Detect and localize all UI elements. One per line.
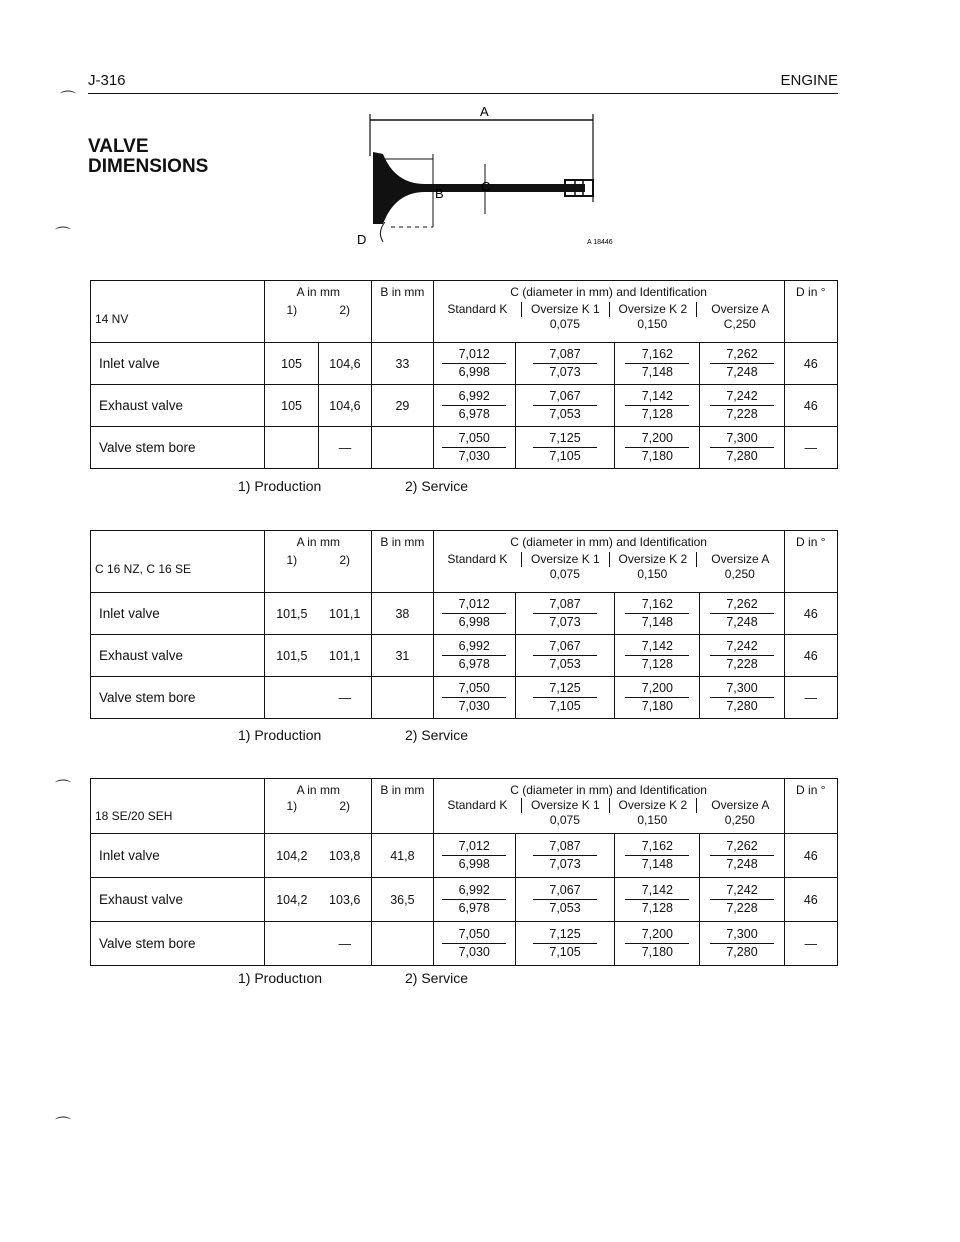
table-row: Exhaust valve 105 104,6 29 6,992 6,978 7,067 7,053 7,142 7,128 7,242 7,228 46 xyxy=(91,385,838,427)
engine-label: 14 NV xyxy=(91,281,265,343)
engine-label: 18 SE/20 SEH xyxy=(91,779,265,834)
table-row: Inlet valve 101,5 101,1 38 7,012 6,998 7,087 7,073 7,162 7,148 7,262 7,248 46 xyxy=(91,593,838,635)
label-c: C xyxy=(481,179,491,194)
table-row: Exhaust valve 101,5 101,1 31 6,992 6,978 7,067 7,053 7,142 7,128 7,242 7,228 46 xyxy=(91,635,838,677)
table-header-row xyxy=(91,281,838,343)
table-row: Inlet valve 105 104,6 33 7,012 6,998 7,087 7,073 7,162 7,148 7,262 7,248 46 xyxy=(91,343,838,385)
b-header: B in mm xyxy=(372,281,434,343)
footnote-production: 1) Production xyxy=(238,727,322,743)
label-a: A xyxy=(480,104,489,119)
d-header: D in ° xyxy=(784,531,837,593)
title-line-2: DIMENSIONS xyxy=(88,156,209,177)
engine-label: C 16 NZ, C 16 SE xyxy=(91,531,265,593)
label-b: B xyxy=(435,186,444,201)
title-line-1: VALVE xyxy=(88,136,149,157)
page-code: J-316 xyxy=(88,72,126,89)
scan-mark: ⌒ xyxy=(55,780,72,797)
a-header: A in mm 1) 2) xyxy=(265,281,372,343)
d-header: D in ° xyxy=(784,779,837,834)
a-header: A in mm 1) 2) xyxy=(265,779,372,834)
c-header: C (diameter in mm) and Identification Standard K Oversize K 1 Oversize K 2 Oversize A 0,075 0,150 0,250 xyxy=(433,531,784,593)
label-d: D xyxy=(357,232,367,247)
table-row: Inlet valve 104,2 103,8 41,8 7,012 6,998 7,087 7,073 7,162 7,148 7,262 7,248 46 xyxy=(91,834,838,878)
footnote-service: 2) Service xyxy=(405,478,469,494)
valve-table-3 xyxy=(90,778,838,966)
b-header: B in mm xyxy=(372,531,434,593)
table-header-row xyxy=(91,531,838,593)
valve-table-2 xyxy=(90,530,838,719)
footnote-service: 2) Service xyxy=(405,970,469,986)
footnote-production: 1) Production xyxy=(238,478,322,494)
page-title xyxy=(88,137,208,177)
footnote-service: 2) Service xyxy=(405,727,469,743)
footnote-production: 1) Productıon xyxy=(238,970,323,986)
b-header: B in mm xyxy=(372,779,434,834)
table-row: Valve stem bore — 7,050 7,030 7,125 7,105 7,200 7,180 7,300 7,280 — xyxy=(91,922,838,966)
header-rule xyxy=(88,93,838,94)
scan-mark: ⌒ xyxy=(55,1117,72,1134)
table-header-row xyxy=(91,779,838,834)
figure-code: A 18446 xyxy=(587,239,613,246)
section-name: ENGINE xyxy=(780,72,838,89)
d-header: D in ° xyxy=(784,281,837,343)
table-row: Exhaust valve 104,2 103,6 36,5 6,992 6,978 7,067 7,053 7,142 7,128 7,242 7,228 46 xyxy=(91,878,838,922)
c-header: C (diameter in mm) and Identification Standard K Oversize K 1 Oversize K 2 Oversize A 0,075 0,150 C,250 xyxy=(433,281,784,343)
valve-body xyxy=(373,152,585,224)
valve-table-1 xyxy=(90,280,838,469)
scan-mark: ⌒ xyxy=(55,227,72,244)
c-header: C (diameter in mm) and Identification Standard K Oversize K 1 Oversize K 2 Oversize A 0,075 0,150 0,250 xyxy=(433,779,784,834)
valve-diagram xyxy=(355,102,645,262)
table-row: Valve stem bore — 7,050 7,030 7,125 7,105 7,200 7,180 7,300 7,280 — xyxy=(91,427,838,469)
a-header: A in mm 1) 2) xyxy=(265,531,372,593)
scan-mark: ⌒ xyxy=(60,91,77,108)
table-row: Valve stem bore — 7,050 7,030 7,125 7,105 7,200 7,180 7,300 7,280 — xyxy=(91,677,838,719)
